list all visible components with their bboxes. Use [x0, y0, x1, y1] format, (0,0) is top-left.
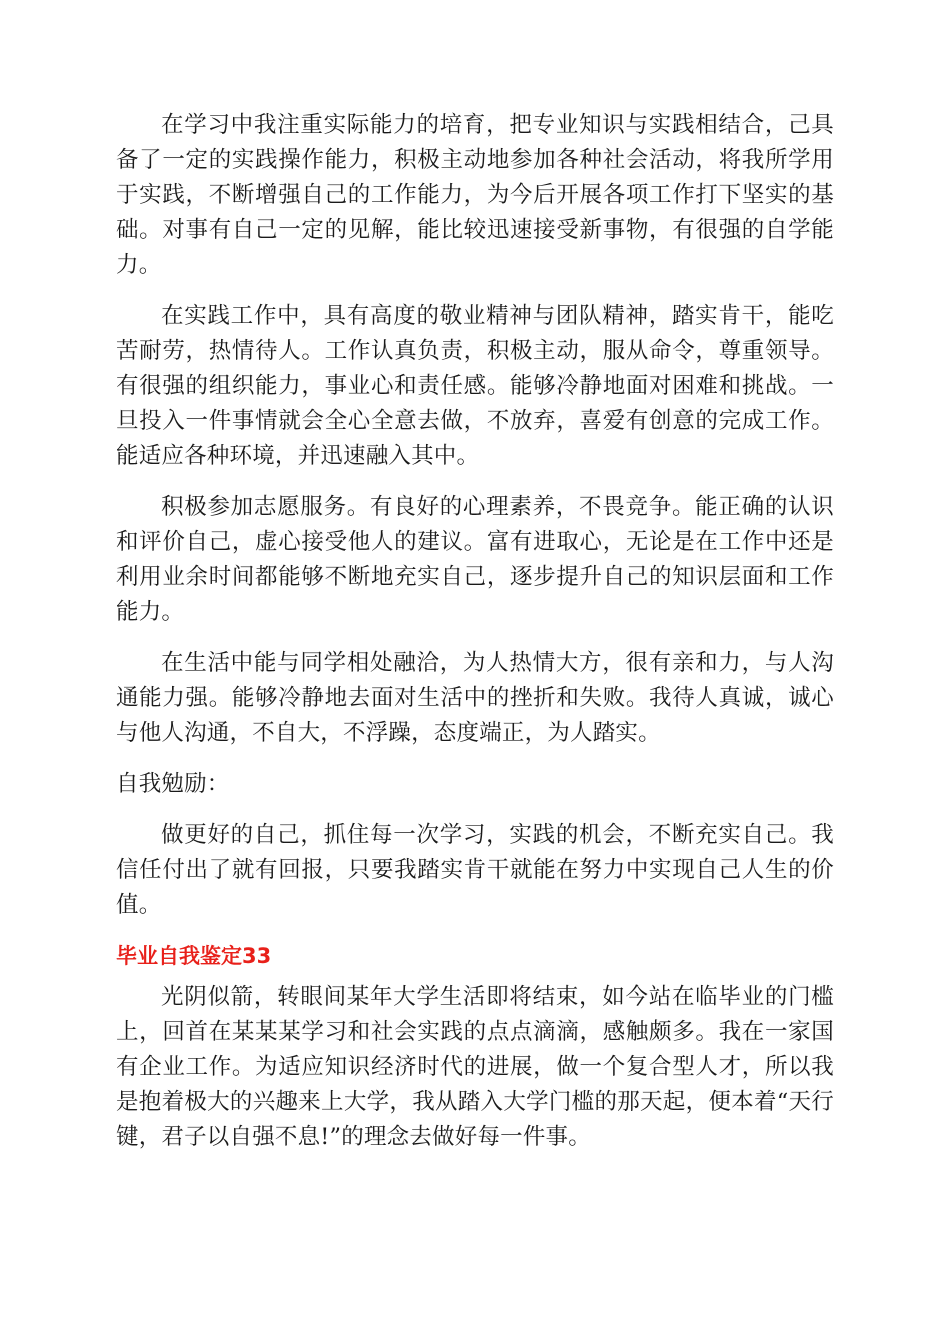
paragraph-life: 在生活中能与同学相处融洽，为人热情大方，很有亲和力，与人沟通能力强。能够冷静地去面对生活中的挫折和失败。我待人真诚，诚心与他人沟通，不自大，不浮躁，态度端正，为人踏实。 [116, 650, 834, 746]
paragraph-volunteer: 积极参加志愿服务。有良好的心理素养，不畏竞争。能正确的认识和评价自己，虚心接受他人的建议。富有进取心，无论是在工作中还是利用业余时间都能够不断地充实自己，逐步提升自己的知识层面和工作能力。 [116, 494, 834, 625]
paragraph-gap [116, 923, 834, 939]
document-page [116, 108, 834, 1155]
self-motivation-label: 自我勉励： [116, 771, 230, 797]
paragraph-work-practice: 在实践工作中，具有高度的敬业精神与团队精神，踏实肯干，能吃苦耐劳，热情待人。工作认真负责，积极主动，服从命令，尊重领导。有很强的组织能力，事业心和责任感。能够冷静地面对困难和挑战。一旦投入一件事情就会全心全意去做，不放弃，喜爱有创意的完成工作。能适应各种环境，并迅速融入其中。 [116, 303, 834, 469]
paragraph-gap [116, 802, 834, 818]
paragraph-practical-ability: 在学习中我注重实际能力的培育，把专业知识与实践相结合，己具备了一定的实践操作能力，积极主动地参加各种社会活动，将我所学用于实践，不断增强自己的工作能力，为今后开展各项工作打下坚实的基础。对事有自己一定的见解，能比较迅速接受新事物，有很强的自学能力。 [116, 112, 834, 278]
paragraph-graduation: 光阴似箭，转眼间某年大学生活即将结束，如今站在临毕业的门槛上，回首在某某某学习和社会实践的点点滴滴，感触颇多。我在一家国有企业工作。为适应知识经济时代的进展，做一个复合型人才，所以我是抱着极大的兴趣来上大学，我从踏入大学门槛的那天起，便本着“天行键，君子以自强不息!”的理念去做好每一件事。 [116, 984, 834, 1150]
paragraph-gap [116, 283, 834, 299]
section-heading: 毕业自我鉴定33 [116, 944, 272, 968]
paragraph-motivation: 做更好的自己，抓住每一次学习，实践的机会，不断充实自己。我信任付出了就有回报，只要我踏实肯干就能在努力中实现自己人生的价值。 [116, 822, 834, 918]
paragraph-gap [116, 474, 834, 490]
paragraph-gap [116, 751, 834, 767]
paragraph-gap [116, 630, 834, 646]
